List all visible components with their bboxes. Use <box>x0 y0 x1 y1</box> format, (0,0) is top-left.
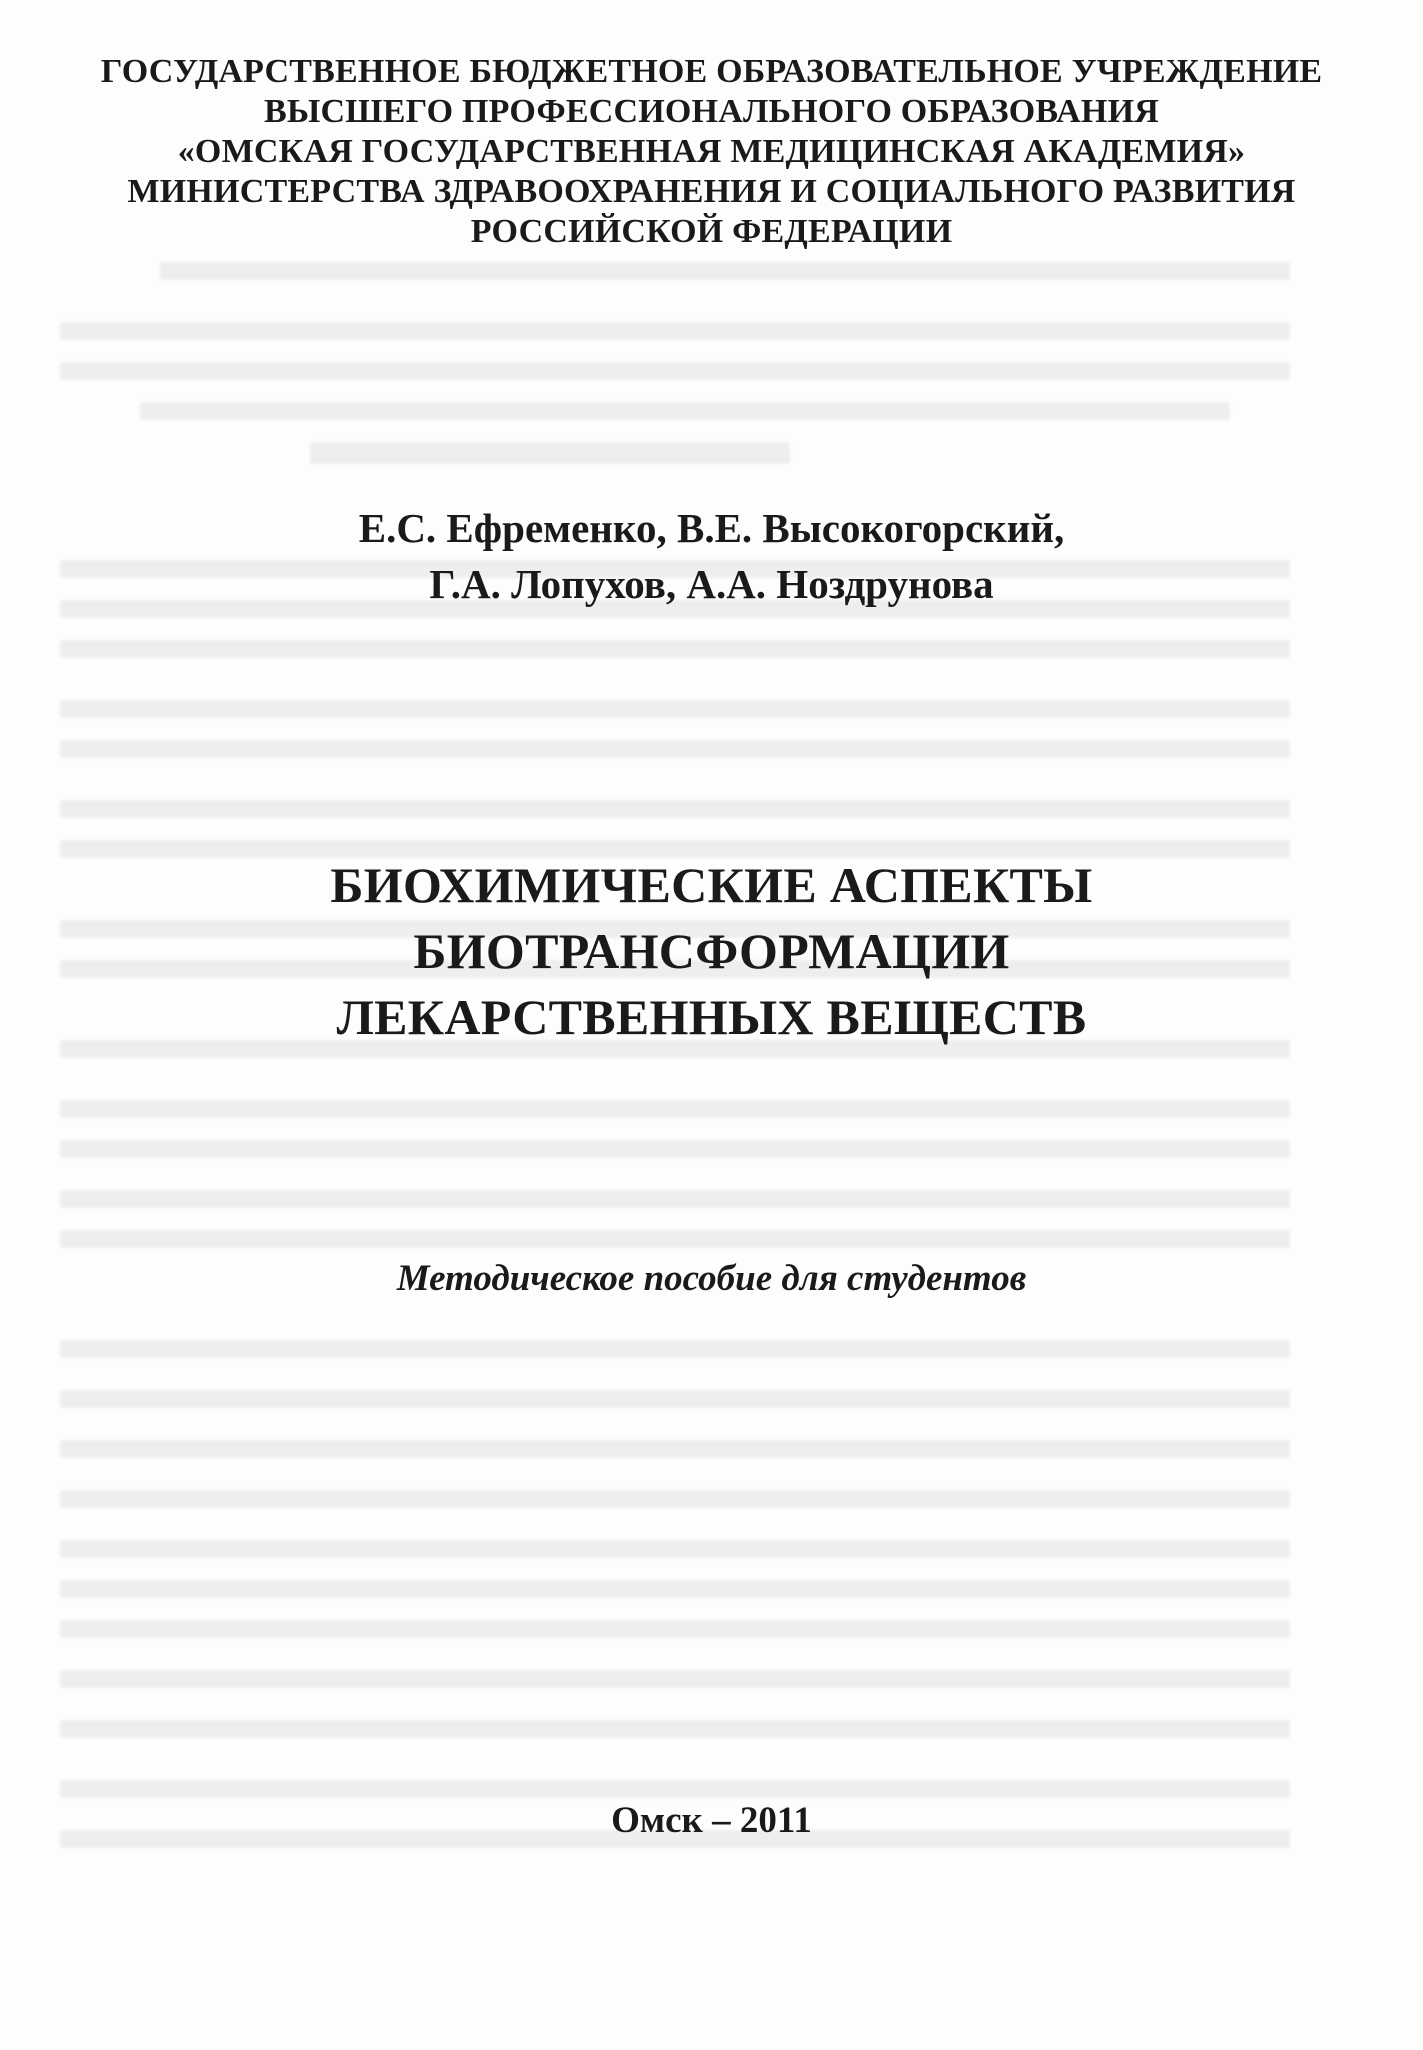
title-line: ЛЕКАРСТВЕННЫХ ВЕЩЕСТВ <box>336 989 1087 1045</box>
title-line: БИОТРАНСФОРМАЦИИ <box>413 923 1010 979</box>
institution-line: ВЫСШЕГО ПРОФЕССИОНАЛЬНОГО ОБРАЗОВАНИЯ <box>264 93 1159 130</box>
document-subtitle: Методическое пособие для студентов <box>396 1258 1027 1299</box>
title-line: БИОХИМИЧЕСКИЕ АСПЕКТЫ <box>330 857 1093 913</box>
institution-line: РОССИЙСКОЙ ФЕДЕРАЦИИ <box>470 213 953 250</box>
institution-line: МИНИСТЕРСТВА ЗДРАВООХРАНЕНИЯ И СОЦИАЛЬНОГО РАЗВИТИЯ <box>127 173 1296 210</box>
document-title <box>0 852 1423 1050</box>
institution-header <box>0 52 1423 252</box>
authors-line: Е.С. Ефременко, В.Е. Высокогорский, <box>358 505 1065 551</box>
institution-line: ГОСУДАРСТВЕННОЕ БЮДЖЕТНОЕ ОБРАЗОВАТЕЛЬНОЕ УЧРЕЖДЕНИЕ <box>100 53 1323 90</box>
place-and-year: Омск – 2011 <box>611 1800 812 1841</box>
institution-line: «ОМСКАЯ ГОСУДАРСТВЕННАЯ МЕДИЦИНСКАЯ АКАДЕМИЯ» <box>177 133 1246 170</box>
authors-line: Г.А. Лопухов, А.А. Ноздрунова <box>429 561 994 607</box>
authors <box>0 500 1423 612</box>
